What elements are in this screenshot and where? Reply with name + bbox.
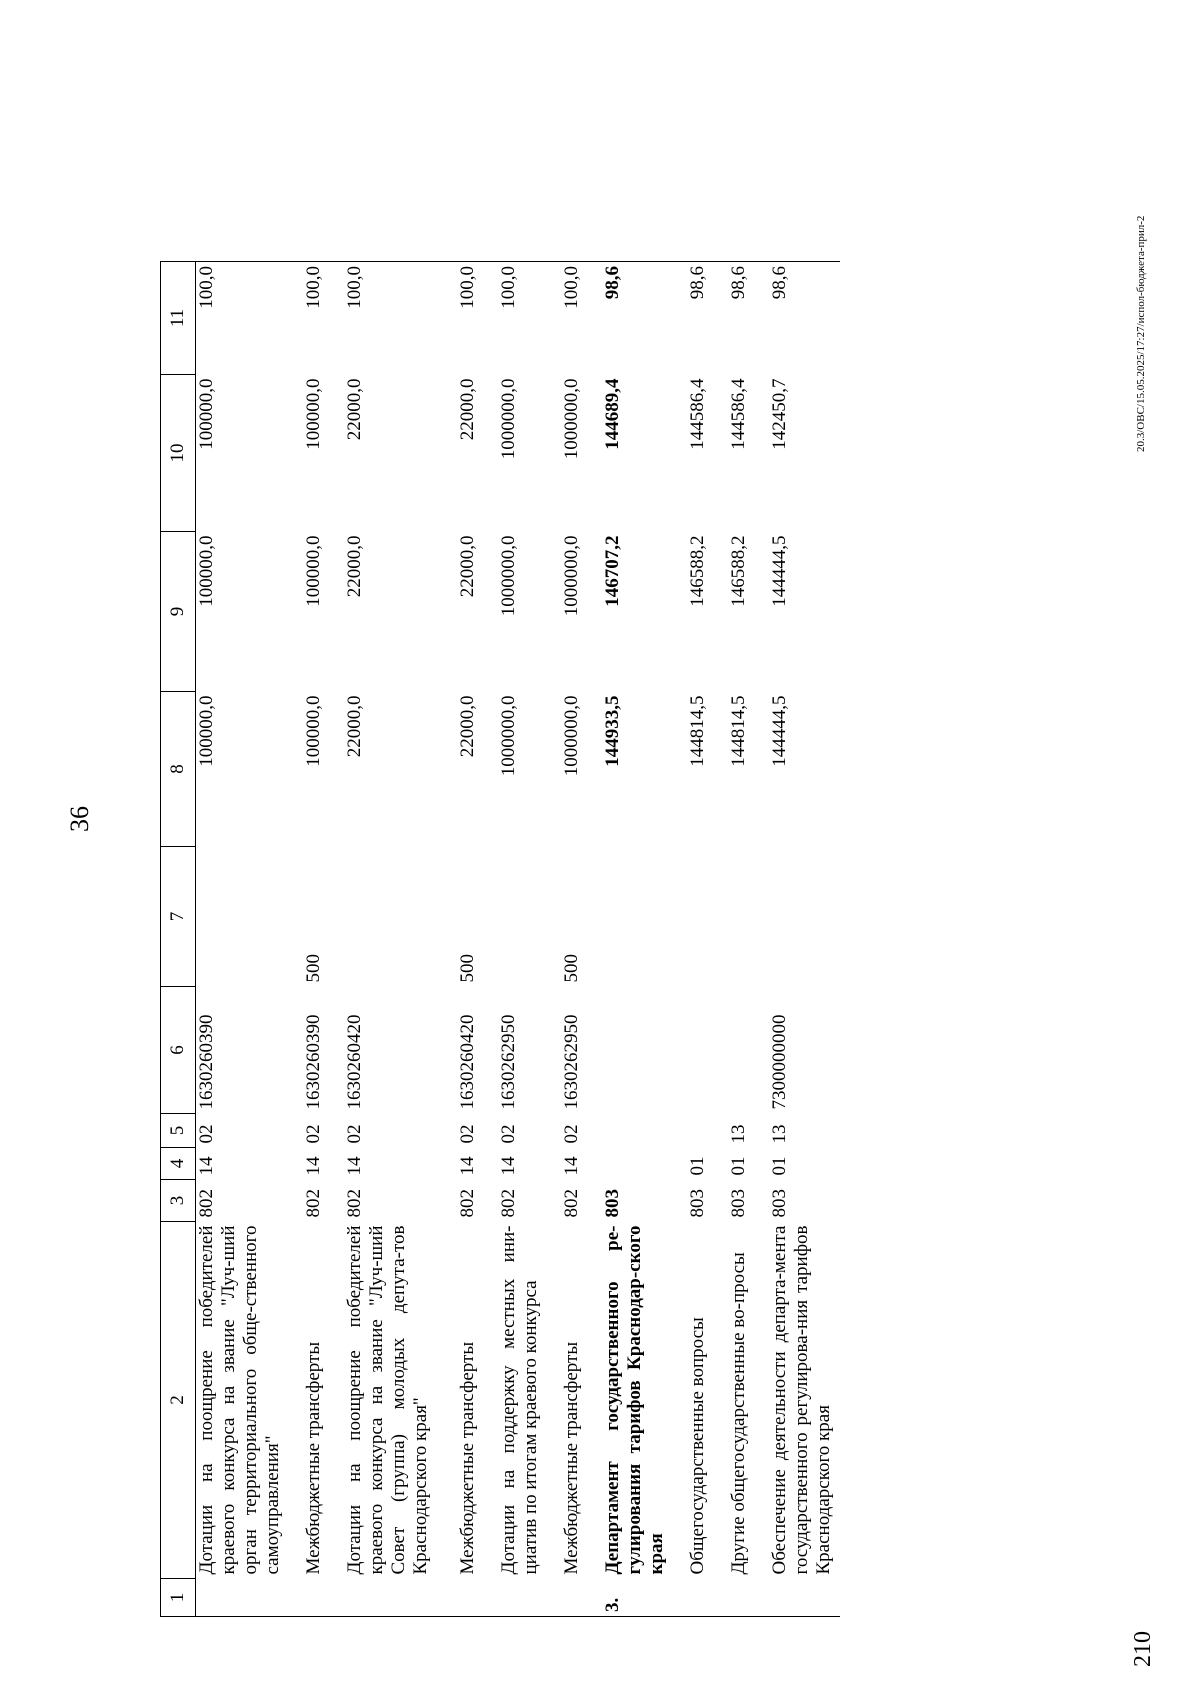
cell-col-11: 100,0 bbox=[437, 262, 484, 375]
cell-col-2: Обеспечение деятельности департа-мента государственного регулирова-ния тарифов Краснодарского края bbox=[769, 1225, 834, 1575]
document-code: 20.3/ОВС/15.05.2025/17:27/испол-бюджета-прил-2 bbox=[1135, 215, 1147, 452]
cell-col-4: 14 bbox=[561, 1156, 582, 1176]
cell-col-7: 500 bbox=[303, 954, 324, 983]
table-row bbox=[289, 262, 330, 1617]
cell-col-3: 802 bbox=[303, 1189, 324, 1218]
col-header: 9 bbox=[161, 532, 196, 692]
page-number: 36 bbox=[65, 806, 94, 832]
cell-col-10: 144586,4 bbox=[728, 378, 749, 450]
cell-col-6: 7300000000 bbox=[769, 1014, 790, 1110]
cell-col-5 bbox=[588, 1114, 673, 1148]
cell-col-1 bbox=[547, 1579, 588, 1617]
col-header: 11 bbox=[161, 262, 196, 375]
cell-col-7 bbox=[484, 847, 547, 987]
cell-col-8: 100000,0 bbox=[196, 695, 217, 767]
cell-col-3: 803 bbox=[728, 1189, 749, 1218]
cell-col-2: Межбюджетные трансферты bbox=[561, 1341, 582, 1575]
cell-col-9: 146588,2 bbox=[728, 535, 749, 607]
cell-col-10: 22000,0 bbox=[344, 378, 365, 441]
cell-col-7: 500 bbox=[561, 954, 582, 983]
cell-col-5: 13 bbox=[728, 1124, 749, 1144]
cell-col-4: 14 bbox=[344, 1156, 365, 1176]
table-row bbox=[547, 262, 588, 1617]
cell-col-2: Межбюджетные трансферты bbox=[457, 1341, 478, 1575]
cell-col-6 bbox=[588, 987, 673, 1114]
col-header: 2 bbox=[161, 1222, 196, 1579]
cell-col-8: 22000,0 bbox=[344, 695, 365, 758]
cell-col-6 bbox=[673, 987, 714, 1114]
cell-col-9: 100000,0 bbox=[303, 535, 324, 607]
cell-col-8: 22000,0 bbox=[457, 695, 478, 758]
cell-col-1 bbox=[484, 1579, 547, 1617]
cell-col-5: 02 bbox=[196, 1124, 217, 1144]
cell-col-1 bbox=[289, 1579, 330, 1617]
cell-col-5: 02 bbox=[303, 1124, 324, 1144]
cell-col-5: 02 bbox=[561, 1124, 582, 1144]
cell-col-4 bbox=[588, 1148, 673, 1180]
cell-col-4: 14 bbox=[457, 1156, 478, 1176]
cell-col-7 bbox=[714, 847, 755, 987]
cell-col-9: 1000000,0 bbox=[498, 535, 519, 617]
cell-col-1 bbox=[755, 1579, 840, 1617]
cell-col-5 bbox=[673, 1114, 714, 1148]
cell-col-3: 803 bbox=[602, 1189, 623, 1218]
cell-col-8: 144444,5 bbox=[769, 695, 790, 767]
cell-col-11: 100,0 bbox=[196, 262, 290, 375]
table-row bbox=[673, 262, 714, 1617]
cell-col-11: 98,6 bbox=[714, 262, 755, 375]
col-header: 10 bbox=[161, 375, 196, 532]
cell-col-10: 22000,0 bbox=[457, 378, 478, 441]
table-row bbox=[330, 262, 437, 1617]
cell-col-3: 802 bbox=[196, 1189, 217, 1218]
cell-col-6: 1630260420 bbox=[457, 1014, 478, 1110]
cell-col-11: 100,0 bbox=[330, 262, 437, 375]
cell-col-6: 1630262950 bbox=[561, 1014, 582, 1110]
table-row bbox=[437, 262, 484, 1617]
cell-col-6 bbox=[714, 987, 755, 1114]
cell-col-6: 1630260420 bbox=[344, 1014, 365, 1110]
cell-col-7: 500 bbox=[457, 954, 478, 983]
cell-col-1: 3. bbox=[588, 1579, 673, 1617]
cell-col-11: 98,6 bbox=[673, 262, 714, 375]
col-header: 5 bbox=[161, 1114, 196, 1148]
cell-col-8: 144814,5 bbox=[687, 695, 708, 767]
cell-col-6: 1630260390 bbox=[196, 1014, 217, 1110]
cell-col-4: 14 bbox=[196, 1156, 217, 1176]
cell-col-9: 22000,0 bbox=[344, 535, 365, 598]
cell-col-9: 144444,5 bbox=[769, 535, 790, 607]
cell-col-2: Дотации на поощрение победителей краевого конкурса на звание "Луч-ший Совет (группа) молодых депута-тов Краснодарского края" bbox=[344, 1225, 431, 1575]
cell-col-7 bbox=[755, 847, 840, 987]
cell-col-7 bbox=[196, 847, 290, 987]
cell-col-2: Дотации на поддержку местных ини-циатив по итогам краевого конкурса bbox=[498, 1225, 541, 1575]
cell-col-5: 02 bbox=[457, 1124, 478, 1144]
cell-col-1 bbox=[673, 1579, 714, 1617]
cell-col-8: 144814,5 bbox=[728, 695, 749, 767]
cell-col-10: 1000000,0 bbox=[498, 378, 519, 460]
cell-col-9: 22000,0 bbox=[457, 535, 478, 598]
cell-col-4: 01 bbox=[687, 1156, 708, 1176]
cell-col-8: 1000000,0 bbox=[561, 695, 582, 777]
cell-col-2: Другие общегосударственные во-просы bbox=[728, 1252, 749, 1575]
cell-col-10: 100000,0 bbox=[196, 378, 217, 450]
cell-col-5: 02 bbox=[498, 1124, 519, 1144]
cell-col-2: Дотации на поощрение победителей краевого конкурса на звание "Луч-ший орган территориального обще-ственного самоуправления" bbox=[196, 1225, 283, 1575]
cell-col-6: 1630262950 bbox=[498, 1014, 519, 1110]
table-row bbox=[588, 262, 673, 1617]
col-header: 8 bbox=[161, 692, 196, 847]
table-body bbox=[196, 262, 841, 1617]
budget-table bbox=[160, 261, 840, 1617]
cell-col-8: 144933,5 bbox=[602, 695, 623, 767]
cell-col-2: Общегосударственные вопросы bbox=[687, 1317, 708, 1575]
cell-col-9: 1000000,0 bbox=[561, 535, 582, 617]
cell-col-7 bbox=[330, 847, 437, 987]
cell-col-3: 802 bbox=[561, 1189, 582, 1218]
cell-col-3: 802 bbox=[498, 1189, 519, 1218]
cell-col-10: 144689,4 bbox=[602, 378, 623, 450]
cell-col-10: 142450,7 bbox=[769, 378, 790, 450]
cell-col-5: 13 bbox=[769, 1124, 790, 1144]
cell-col-1 bbox=[714, 1579, 755, 1617]
table-row bbox=[196, 262, 290, 1617]
cell-col-11: 98,6 bbox=[588, 262, 673, 375]
cell-col-10: 144586,4 bbox=[687, 378, 708, 450]
cell-col-7 bbox=[673, 847, 714, 987]
cell-col-11: 100,0 bbox=[547, 262, 588, 375]
col-header: 1 bbox=[161, 1579, 196, 1617]
cell-col-3: 802 bbox=[344, 1189, 365, 1218]
cell-col-4: 01 bbox=[769, 1156, 790, 1176]
cell-col-4: 01 bbox=[728, 1156, 749, 1176]
cell-col-4: 14 bbox=[303, 1156, 324, 1176]
sheet-number: 210 bbox=[1130, 1631, 1156, 1667]
cell-col-9: 100000,0 bbox=[196, 535, 217, 607]
cell-col-2: Департамент государственного ре-гулирования тарифов Краснодар-ского края bbox=[602, 1225, 667, 1575]
col-header: 3 bbox=[161, 1180, 196, 1222]
cell-col-7 bbox=[588, 847, 673, 987]
cell-col-1 bbox=[437, 1579, 484, 1617]
col-header: 6 bbox=[161, 987, 196, 1114]
col-header: 4 bbox=[161, 1148, 196, 1180]
cell-col-11: 100,0 bbox=[289, 262, 330, 375]
cell-col-2: Межбюджетные трансферты bbox=[303, 1341, 324, 1575]
cell-col-10: 100000,0 bbox=[303, 378, 324, 450]
table-row bbox=[755, 262, 840, 1617]
cell-col-1 bbox=[196, 1579, 290, 1617]
cell-col-11: 98,6 bbox=[755, 262, 840, 375]
cell-col-9: 146588,2 bbox=[687, 535, 708, 607]
col-header: 7 bbox=[161, 847, 196, 987]
cell-col-3: 803 bbox=[769, 1189, 790, 1218]
cell-col-8: 1000000,0 bbox=[498, 695, 519, 777]
cell-col-9: 146707,2 bbox=[602, 535, 623, 607]
cell-col-4: 14 bbox=[498, 1156, 519, 1176]
cell-col-11: 100,0 bbox=[484, 262, 547, 375]
cell-col-1 bbox=[330, 1579, 437, 1617]
cell-col-5: 02 bbox=[344, 1124, 365, 1144]
cell-col-6: 1630260390 bbox=[303, 1014, 324, 1110]
table-row bbox=[484, 262, 547, 1617]
cell-col-3: 802 bbox=[457, 1189, 478, 1218]
cell-col-8: 100000,0 bbox=[303, 695, 324, 767]
table-row bbox=[714, 262, 755, 1617]
cell-col-3: 803 bbox=[687, 1189, 708, 1218]
cell-col-10: 1000000,0 bbox=[561, 378, 582, 460]
header-row bbox=[161, 262, 196, 1617]
